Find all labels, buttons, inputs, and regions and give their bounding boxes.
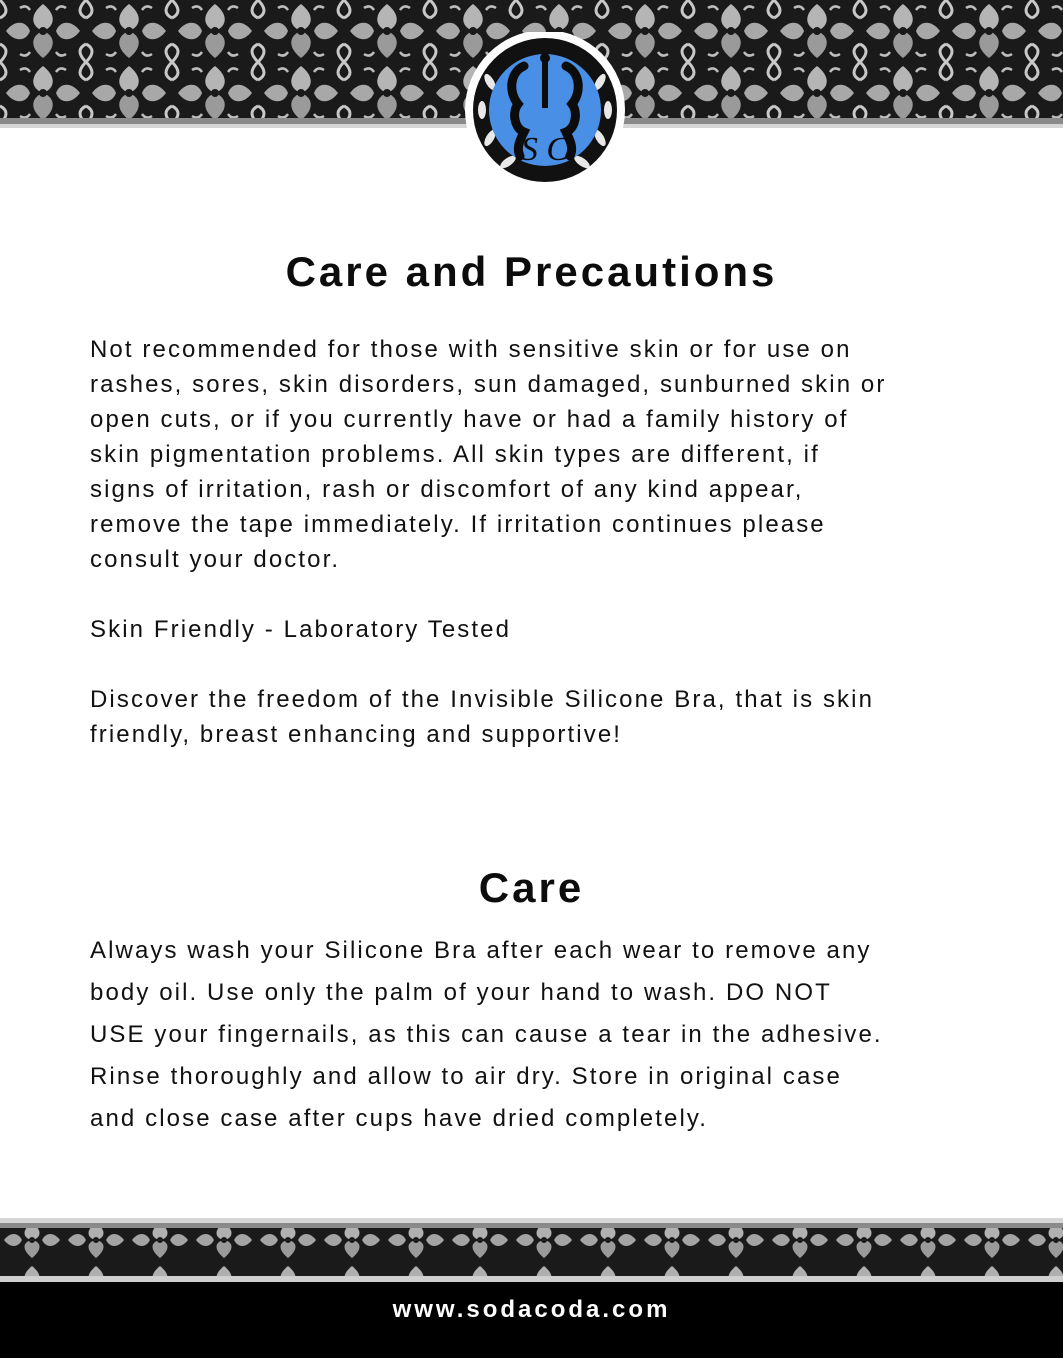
promo-line: Discover the freedom of the Invisible Silicone Bra, that is skin bbox=[90, 686, 875, 713]
brand-logo bbox=[462, 32, 628, 192]
bottom-damask-border bbox=[0, 1218, 1063, 1282]
care-heading: Care bbox=[478, 864, 585, 911]
care-paragraph bbox=[90, 930, 990, 1140]
precautions-heading: Care and Precautions bbox=[285, 248, 778, 295]
skin-friendly-tagline: Skin Friendly - Laboratory Tested bbox=[90, 616, 512, 643]
precautions-line: signs of irritation, rash or discomfort of any kind appear, bbox=[90, 476, 804, 503]
precautions-line: Not recommended for those with sensitive skin or for use on bbox=[90, 336, 852, 363]
promo-paragraph bbox=[90, 682, 990, 752]
precautions-line: open cuts, or if you currently have or had a family history of bbox=[90, 406, 849, 433]
precautions-line: consult your doctor. bbox=[90, 546, 341, 573]
promo-line: friendly, breast enhancing and supportive! bbox=[90, 721, 623, 748]
svg-text:S C: S C bbox=[520, 131, 570, 168]
care-line: Rinse thoroughly and allow to air dry. Store in original case bbox=[90, 1063, 842, 1090]
care-line: and close case after cups have dried completely. bbox=[90, 1105, 708, 1132]
precautions-line: remove the tape immediately. If irritation continues please bbox=[90, 511, 826, 538]
care-line: Always wash your Silicone Bra after each wear to remove any bbox=[90, 937, 872, 964]
website-link[interactable]: www.sodacoda.com bbox=[392, 1296, 671, 1323]
precautions-line: skin pigmentation problems. All skin types are different, if bbox=[90, 441, 820, 468]
precautions-line: rashes, sores, skin disorders, sun damaged, sunburned skin or bbox=[90, 371, 887, 398]
precautions-paragraph bbox=[90, 332, 990, 577]
care-line: USE your fingernails, as this can cause a tear in the adhesive. bbox=[90, 1021, 883, 1048]
care-line: body oil. Use only the palm of your hand to wash. DO NOT bbox=[90, 979, 832, 1006]
